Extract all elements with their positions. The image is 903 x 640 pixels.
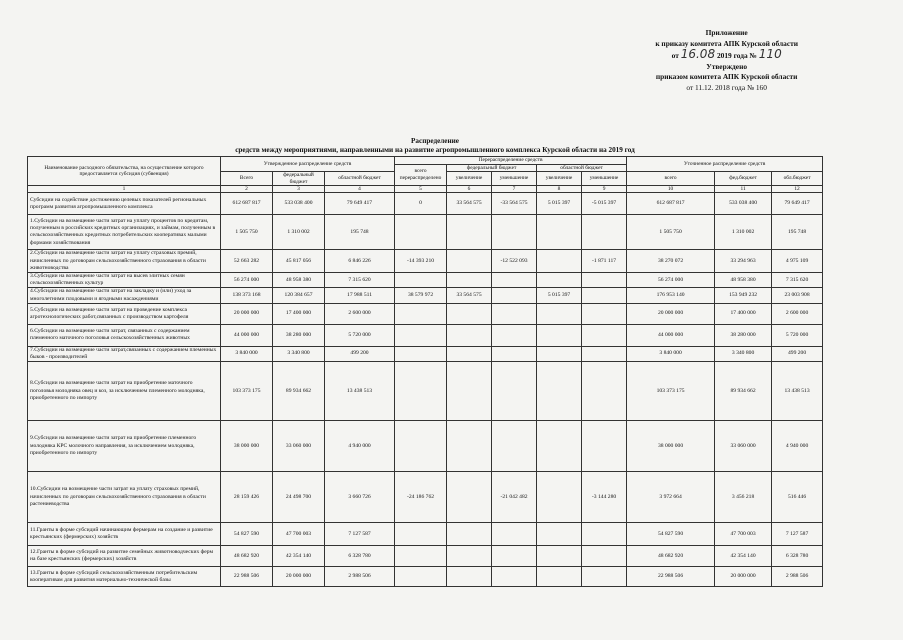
table-cell: 499 200: [772, 346, 823, 361]
table-cell: 5 015 397: [537, 193, 582, 215]
document-header: [655, 28, 798, 93]
table-cell: [395, 303, 447, 324]
table-cell: [582, 546, 627, 567]
table-cell: [395, 272, 447, 287]
table-cell: 20 000 000: [627, 303, 715, 324]
table-row: [28, 215, 823, 250]
table-cell: 48 958 380: [715, 272, 772, 287]
table-cell: 20 000 000: [273, 567, 325, 587]
table-cell: 48 958 380: [273, 272, 325, 287]
table-cell: 6 846 226: [325, 250, 395, 273]
table-cell: 24 498 700: [273, 472, 325, 523]
table-cell: [537, 421, 582, 472]
table-cell: -33 564 575: [492, 193, 537, 215]
table-row: [28, 193, 823, 215]
table-cell: 20 000 000: [221, 303, 273, 324]
table-cell: 3 972 664: [627, 472, 715, 523]
table-cell: [395, 215, 447, 250]
header-approved: Утвержденное распределение средств: [221, 157, 395, 172]
table-row: [28, 250, 823, 273]
table-cell: 3 840 000: [221, 346, 273, 361]
table-row: [28, 567, 823, 587]
table-cell: 533 038 400: [273, 193, 325, 215]
table-cell: 33 060 000: [715, 421, 772, 472]
table-cell: 1 310 002: [273, 215, 325, 250]
table-cell: 153 949 232: [715, 288, 772, 303]
table-cell: [492, 346, 537, 361]
table-cell: 38 270 072: [627, 250, 715, 273]
table-cell: 138 373 168: [221, 288, 273, 303]
table-cell: [447, 523, 492, 546]
table-cell: 5 015 397: [537, 288, 582, 303]
table-cell: 499 200: [325, 346, 395, 361]
table-cell: 7 315 620: [772, 272, 823, 287]
table-row: [28, 421, 823, 472]
handwritten-number: 110: [758, 47, 782, 61]
table-cell: [492, 546, 537, 567]
table-cell: [447, 250, 492, 273]
table-cell: 22 988 506: [627, 567, 715, 587]
table-cell: 42 354 140: [273, 546, 325, 567]
table-cell: 2 600 000: [772, 303, 823, 324]
table-cell: 5 720 000: [772, 324, 823, 346]
table-cell: 79 649 417: [325, 193, 395, 215]
header-fed-budget: федеральный бюджет: [447, 164, 537, 172]
table-cell: 103 373 175: [627, 362, 715, 421]
column-index: 5: [395, 186, 447, 193]
header-name: Наименование расходного обязательства, на осуществление которого предоставляется субсидия (субвенция): [28, 157, 221, 186]
approved-by: приказом комитета АПК Курской области: [655, 72, 798, 81]
document-title: [210, 137, 660, 155]
table-cell: 44 000 000: [221, 324, 273, 346]
column-index: 8: [537, 186, 582, 193]
approved-date: от 11.12. 2018 года № 160: [686, 82, 767, 92]
table-cell: [537, 272, 582, 287]
row-name: 11.Гранты в форме субсидий начинающим фермерам на создание и развитие крестьянских (фермерских) хозяйств: [28, 523, 221, 546]
table-cell: [537, 546, 582, 567]
table-cell: [537, 324, 582, 346]
table-cell: 20 000 000: [715, 567, 772, 587]
table-cell: 48 682 920: [221, 546, 273, 567]
table-cell: [582, 523, 627, 546]
table-cell: 38 579 972: [395, 288, 447, 303]
header-refined-total: всего: [627, 172, 715, 186]
table-cell: 33 060 000: [273, 421, 325, 472]
table-cell: 48 682 920: [627, 546, 715, 567]
table-cell: 612 687 817: [221, 193, 273, 215]
header-refined-fed: фед.бюджет: [715, 172, 772, 186]
header-obl-decrease: уменьшение: [582, 172, 627, 186]
table-cell: 533 038 400: [715, 193, 772, 215]
header-obl-budget: областной бюджет: [537, 164, 627, 172]
table-cell: 54 827 590: [627, 523, 715, 546]
table-cell: 4 940 000: [325, 421, 395, 472]
table-cell: 89 934 662: [273, 362, 325, 421]
table-row: [28, 272, 823, 287]
table-cell: [492, 272, 537, 287]
table-cell: 38 000 000: [221, 421, 273, 472]
table-cell: [447, 303, 492, 324]
table-cell: [582, 567, 627, 587]
column-index: 7: [492, 186, 537, 193]
table-cell: -24 186 762: [395, 472, 447, 523]
table-cell: 28 159 426: [221, 472, 273, 523]
table-cell: [537, 346, 582, 361]
table-cell: [537, 523, 582, 546]
table-cell: 120 384 657: [273, 288, 325, 303]
table-cell: [537, 250, 582, 273]
title-line-2: средств между мероприятиями, направленными на развитие агропромышленного комплекса Курской области на 2019 год: [235, 146, 635, 154]
table-cell: [582, 303, 627, 324]
table-cell: [395, 523, 447, 546]
table-cell: -12 522 093: [492, 250, 537, 273]
row-name: Субсидии на содействие достижению целевых показателей региональных программ развития агропромышленного комплекса: [28, 193, 221, 215]
row-name: 6.Субсидии на возмещение части затрат, связанных с содержанием племенного маточного поголовья сельскохозяйственных животных: [28, 324, 221, 346]
table-cell: 33 294 963: [715, 250, 772, 273]
table-cell: 4 940 000: [772, 421, 823, 472]
table-row: [28, 546, 823, 567]
table-cell: [492, 215, 537, 250]
table-cell: 79 649 417: [772, 193, 823, 215]
table-cell: -21 042 482: [492, 472, 537, 523]
approved-label: Утверждено: [706, 61, 748, 71]
table-cell: [492, 288, 537, 303]
column-index: 10: [627, 186, 715, 193]
table-cell: 612 687 817: [627, 193, 715, 215]
table-cell: 516 446: [772, 472, 823, 523]
table-cell: 47 700 003: [715, 523, 772, 546]
table-cell: 45 817 056: [273, 250, 325, 273]
table-cell: -14 393 210: [395, 250, 447, 273]
table-cell: 56 274 000: [221, 272, 273, 287]
table-cell: 7 127 587: [325, 523, 395, 546]
row-name: 2.Субсидии на возмещение части затрат на уплату страховых премий, начисленных по договорам сельскохозяйственного страхования в области животноводства: [28, 250, 221, 273]
table-cell: [537, 215, 582, 250]
table-cell: -1 871 117: [582, 250, 627, 273]
table-cell: 13 438 513: [325, 362, 395, 421]
table-cell: [537, 567, 582, 587]
distribution-table: [27, 156, 823, 587]
table-cell: 176 953 140: [627, 288, 715, 303]
table-cell: -3 144 280: [582, 472, 627, 523]
table-cell: [582, 324, 627, 346]
table-cell: 17 400 000: [273, 303, 325, 324]
table-cell: [395, 421, 447, 472]
order-reference: к приказу комитета АПК Курской области: [655, 38, 798, 48]
table-cell: 17 400 000: [715, 303, 772, 324]
table-cell: 3 456 218: [715, 472, 772, 523]
header-fed-increase: увеличение: [447, 172, 492, 186]
row-name: 13.Гранты в форме субсидий сельскохозяйственным потребительским кооперативам для развития материально-технической базы: [28, 567, 221, 587]
table-cell: 1 505 750: [221, 215, 273, 250]
table-cell: 56 274 000: [627, 272, 715, 287]
table-cell: 3 340 800: [715, 346, 772, 361]
table-cell: [492, 421, 537, 472]
table-cell: 4 975 109: [772, 250, 823, 273]
table-cell: [582, 215, 627, 250]
table-cell: [447, 346, 492, 361]
table-cell: [447, 215, 492, 250]
header-federal: федеральный бюджет: [273, 172, 325, 186]
table-cell: 7 315 620: [325, 272, 395, 287]
table-cell: [447, 272, 492, 287]
header-total: Всего: [221, 172, 273, 186]
table-cell: [582, 272, 627, 287]
table-cell: 2 988 506: [325, 567, 395, 587]
column-index: 4: [325, 186, 395, 193]
table-cell: [395, 324, 447, 346]
table-cell: [492, 523, 537, 546]
column-index: 9: [582, 186, 627, 193]
table-cell: 103 373 175: [221, 362, 273, 421]
table-cell: [447, 567, 492, 587]
table-cell: 54 827 590: [221, 523, 273, 546]
table-cell: [447, 472, 492, 523]
row-name: 8.Субсидии на возмещение части затрат на приобретение маточного поголовья молодняка овец и коз, за исключением племенного молодняка, приобретенного по импорту: [28, 362, 221, 421]
table-cell: 3 660 726: [325, 472, 395, 523]
table-row: [28, 523, 823, 546]
table-cell: 195 748: [772, 215, 823, 250]
table-cell: 2 600 000: [325, 303, 395, 324]
table-row: [28, 303, 823, 324]
table-cell: [492, 567, 537, 587]
table-cell: 3 840 000: [627, 346, 715, 361]
column-index: 2: [221, 186, 273, 193]
table-cell: [395, 546, 447, 567]
header-total-redistributed: всего перераспределено: [395, 164, 447, 186]
table-cell: [582, 288, 627, 303]
column-index: 11: [715, 186, 772, 193]
table-cell: [447, 546, 492, 567]
table-cell: 42 354 140: [715, 546, 772, 567]
row-name: 7.Субсидии на возмещение части затрат,связанных с содержанием племенных быков - производителей: [28, 346, 221, 361]
row-name: 3.Субсидии на возмещение части затрат на высев элитных семян сельскохозяйственных культур: [28, 272, 221, 287]
table-cell: 7 127 587: [772, 523, 823, 546]
table-cell: [537, 472, 582, 523]
row-name: 12.Гранты в форме субсидий на развитие семейных животноводческих ферм на базе крестьянских (фермерских) хозяйств: [28, 546, 221, 567]
table-cell: [537, 303, 582, 324]
column-index: 3: [273, 186, 325, 193]
table-cell: 52 663 282: [221, 250, 273, 273]
header-refined-obl: обл.бюджет: [772, 172, 823, 186]
row-name: 4.Субсидии на возмещение части затрат на закладку и (или) уход за многолетними плодовыми и ягодными насаждениями: [28, 288, 221, 303]
column-index: 12: [772, 186, 823, 193]
table-cell: -5 015 397: [582, 193, 627, 215]
title-line-1: Распределение: [411, 137, 459, 145]
table-cell: 38 000 000: [627, 421, 715, 472]
table-cell: [537, 362, 582, 421]
column-index: 6: [447, 186, 492, 193]
table-row: [28, 472, 823, 523]
column-index-row: [28, 186, 823, 193]
table-cell: [582, 421, 627, 472]
table-cell: 17 988 511: [325, 288, 395, 303]
table-cell: [395, 362, 447, 421]
table-cell: [447, 362, 492, 421]
header-redistribution: Перераспределение средств: [395, 157, 627, 165]
table-cell: 6 328 780: [772, 546, 823, 567]
order-date-line: от 16.08 2019 года № 110: [671, 47, 782, 61]
table-cell: 5 720 000: [325, 324, 395, 346]
header-obl-increase: увеличение: [537, 172, 582, 186]
table-cell: [395, 346, 447, 361]
table-row: [28, 324, 823, 346]
handwritten-date: 16.08: [680, 47, 716, 61]
table-cell: [447, 324, 492, 346]
table-body: [28, 193, 823, 587]
table-cell: 38 280 000: [273, 324, 325, 346]
row-name: 1.Субсидии на возмещение части затрат на уплату процентов по кредитам, полученным в российских кредитных организациях, и займам, полученным в сельскохозяйственных кредитных потребительских кооперативах малыми формами хозяйствования: [28, 215, 221, 250]
appendix-label: Приложение: [705, 28, 748, 37]
table-cell: 44 000 000: [627, 324, 715, 346]
row-name: 10.Субсидии на возмещение части затрат на уплату страховых премий, начисленных по договорам сельскохозяйственного страхования в области растениеводства: [28, 472, 221, 523]
table-cell: 3 340 800: [273, 346, 325, 361]
table-cell: [582, 346, 627, 361]
row-name: 9.Субсидии на возмещение части затрат на приобретение племенного молодняка КРС молочного направления, за исключением молодняка, приобретенного по импорту: [28, 421, 221, 472]
table-cell: 23 003 908: [772, 288, 823, 303]
table-cell: [492, 362, 537, 421]
table-cell: [492, 303, 537, 324]
table-row: [28, 346, 823, 361]
table-cell: [395, 567, 447, 587]
table-cell: 22 988 506: [221, 567, 273, 587]
column-index: 1: [28, 186, 221, 193]
table-cell: 2 988 506: [772, 567, 823, 587]
header-refined: Уточненное распределение средств: [627, 157, 823, 172]
table-cell: 89 934 662: [715, 362, 772, 421]
table-cell: 1 310 002: [715, 215, 772, 250]
table-row: [28, 288, 823, 303]
table-cell: 0: [395, 193, 447, 215]
table-cell: 6 328 780: [325, 546, 395, 567]
table-cell: 1 505 750: [627, 215, 715, 250]
header-regional: областной бюджет: [325, 172, 395, 186]
table-row: [28, 362, 823, 421]
table-cell: [582, 362, 627, 421]
table-cell: 195 748: [325, 215, 395, 250]
table-cell: 47 700 003: [273, 523, 325, 546]
table-cell: 13 438 513: [772, 362, 823, 421]
table-cell: 33 564 575: [447, 193, 492, 215]
table-cell: 33 564 575: [447, 288, 492, 303]
row-name: 5.Субсидии на возмещение части затрат на проведение комплекса агротехнологических работ,связанных с производством картофеля: [28, 303, 221, 324]
table-cell: [492, 324, 537, 346]
table-cell: 38 280 000: [715, 324, 772, 346]
header-fed-decrease: уменьшение: [492, 172, 537, 186]
table-cell: [447, 421, 492, 472]
